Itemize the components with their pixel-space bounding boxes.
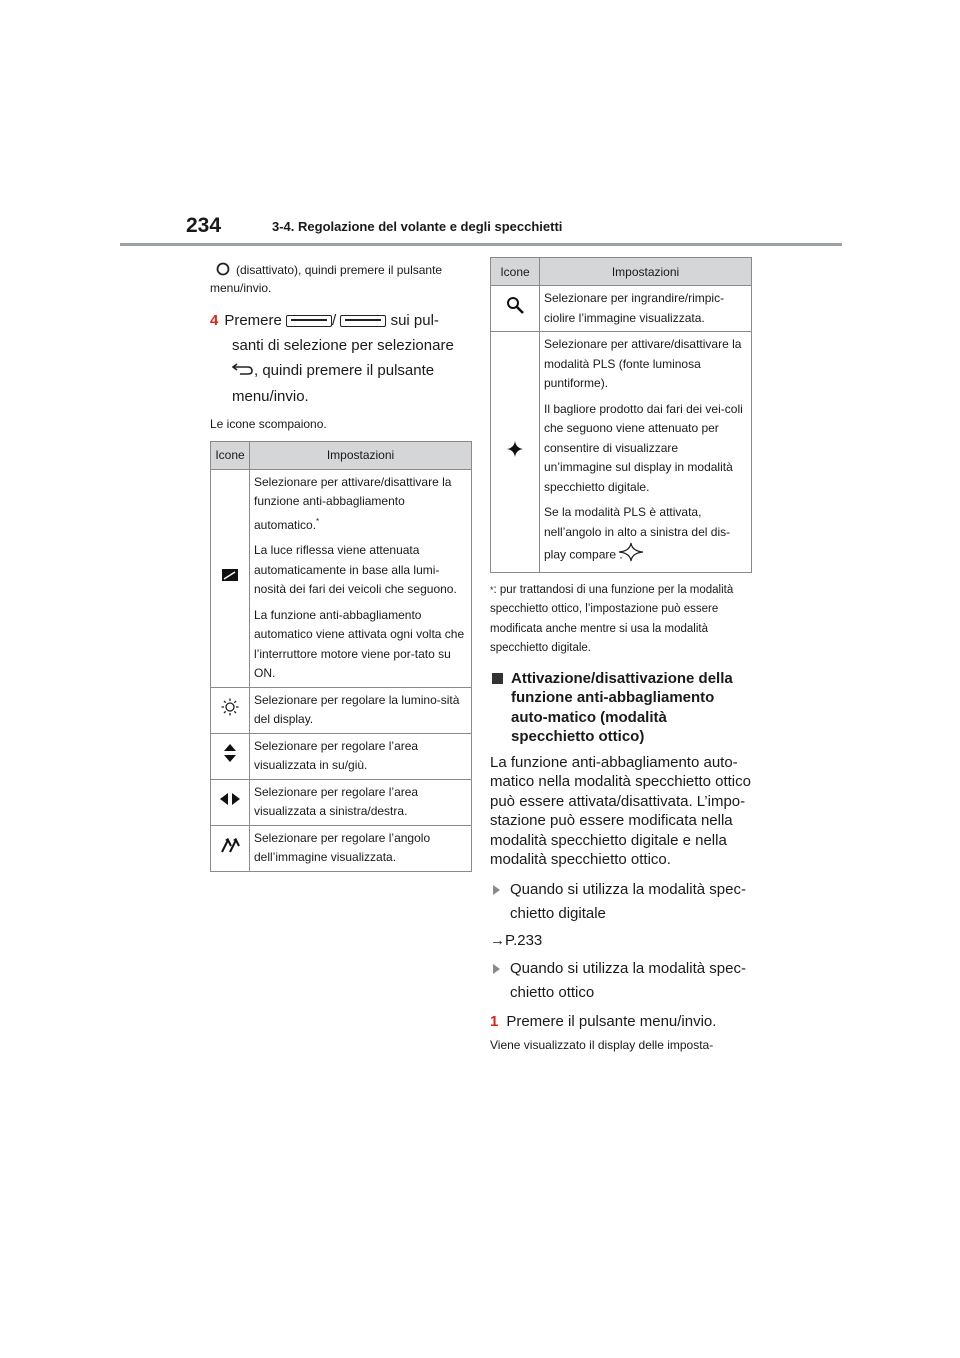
step-number: 4 [210,312,219,329]
step-text-a: Premere [224,312,282,329]
step-line-3: , quindi premere il pulsante [210,358,472,384]
header-icons: Icone [211,441,250,469]
page-reference: →P.233 [490,931,543,949]
note-icons-disappear: Le icone scompaiono. [210,416,327,431]
off-circle-icon [216,262,230,280]
bullet-digital-mode: Quando si utilizza la modalità spec-chietto digitale [490,878,752,926]
header-settings: Impostazioni [250,441,472,469]
table-row [211,779,472,825]
left-right-icon [219,795,241,809]
settings-cell: Selezionare per regolare l’area visualizzata in su/giù. [250,733,472,779]
right-select-button-icon [340,315,386,327]
intro-text: (disattivato), quindi premere il pulsante menu/invio. [210,263,443,295]
table-row [211,733,472,779]
step-1: 1 Premere il pulsante menu/invio. [490,1012,717,1030]
header-settings: Impostazioni [540,258,752,286]
footnote: *: pur trattandosi di una funzione per la modalità specchietto ottico, l’impostazione può essere modificata anche mentre si usa la modalità specchietto digitale. [490,583,734,654]
icon-cell [211,687,250,733]
bullet-optical-mode: Quando si utilizza la modalità spec-chietto ottico [490,957,752,1005]
triangle-bullet-icon [493,964,500,974]
table-row [211,687,472,733]
settings-cell: Selezionare per regolare l’angolo dell’immagine visualizzata. [250,825,472,871]
brightness-icon [221,705,239,719]
angle-icon [220,842,240,856]
triangle-bullet-icon [493,885,500,895]
auto-dimming-icon [221,571,239,585]
icon-cell [211,779,250,825]
icon-cell [211,825,250,871]
step-4 [210,308,472,409]
settings-cell: Selezionare per regolare la lumino-sità del display. [250,687,472,733]
table-row [211,825,472,871]
step-line-4: menu/invio. [232,387,309,405]
settings-cell: Selezionare per attivare/disattivare la funzione anti-abbagliamento automatico.* La luce riflessa viene attenuata automaticamente in base alla lumi-nosità dei fari dei veicoli che seguono. La funzione anti-abbagliamento automatico viene attivata ogni volta che l’interruttore motore viene por-tato su ON. [250,469,472,687]
settings-table-right [490,257,752,573]
body-paragraph: La funzione anti-abbagliamento auto-matico nella modalità specchietto ottico può essere attivata/disattivata. L’impo-stazione può essere modificata nella modalità specchietto digitale e nella modalità specchietto ottico. [490,753,751,868]
step-line-2: santi di selezione per selezionare [232,337,454,354]
continued-text: Viene visualizzato il display delle imposta- [490,1037,714,1052]
settings-cell: Selezionare per regolare l’area visualizzata a sinistra/destra. [250,779,472,825]
section-heading: Attivazione/disattivazione della funzione anti-abbagliamento auto-matico (modalità specchietto ottico) [490,669,752,747]
settings-cell: Selezionare per attivare/disattivare la modalità PLS (fonte luminosa puntiforme). Il bagliore prodotto dai fari dei vei-coli che seguono viene attenuato per consentire di visualizzare un’immagine sul display in modalità specchietto digitale. Se la modalità PLS è attivata, nell’angolo in alto a sinistra del dis-play compare . [540,332,752,573]
header-icons: Icone [491,258,540,286]
square-bullet-icon [492,673,503,684]
table-row [491,286,752,332]
step-text-c: sui pul- [390,312,439,329]
return-arrow-icon [232,359,254,384]
right-column [490,257,752,1052]
header-rule [120,243,842,246]
up-down-icon [223,752,237,766]
page-number: 234 [186,214,222,237]
step-text-b: / [332,312,337,329]
left-column [210,262,472,872]
table-row [491,332,752,573]
pls-outline-icon [618,542,644,569]
settings-cell: Selezionare per ingrandire/rimpic-ciolire l’immagine visualizzata. [540,286,752,332]
section-title: 3-4. Regolazione del volante e degli specchietti [272,219,563,234]
icon-cell [211,733,250,779]
icon-cell [491,332,540,573]
left-select-button-icon [286,315,332,327]
pls-icon [506,447,524,461]
settings-table-left [210,441,472,872]
icon-cell [491,286,540,332]
icon-cell [211,469,250,687]
intro-paragraph [210,262,472,296]
table-row [211,469,472,687]
zoom-icon [506,303,524,317]
